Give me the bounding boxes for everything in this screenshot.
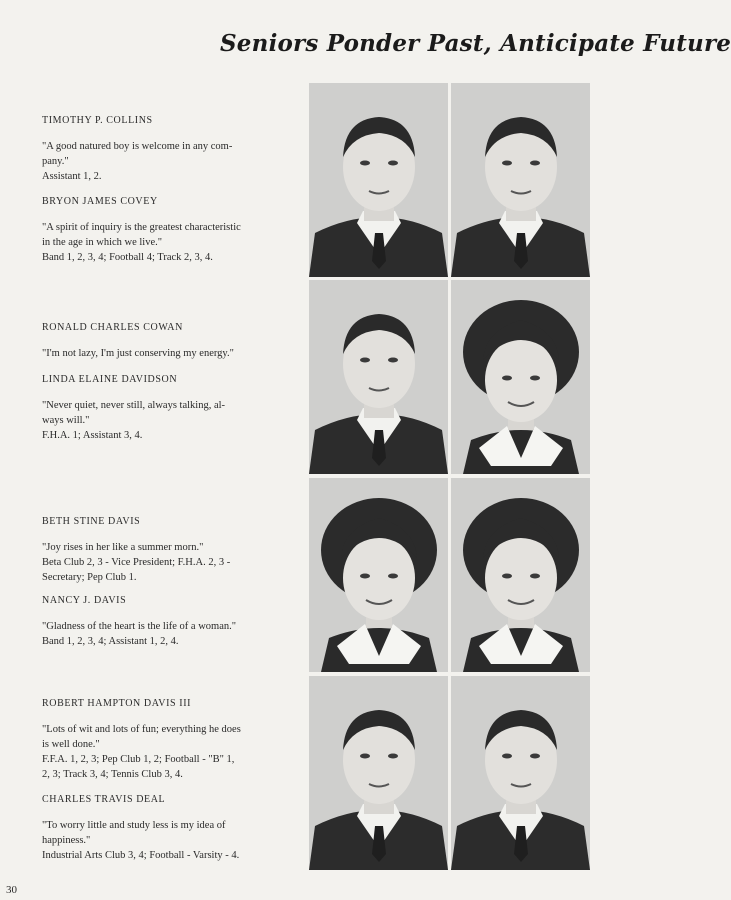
- boy-portrait-icon: [309, 280, 448, 474]
- boy-portrait-icon: [309, 676, 448, 870]
- senior-quote-line: happiness.": [42, 835, 91, 846]
- senior-activities-line: Band 1, 2, 3, 4; Assistant 1, 2, 4.: [42, 636, 179, 647]
- senior-quote-line: in the age in which we live.": [42, 237, 163, 248]
- senior-quote-line: "Never quiet, never still, always talking, al-: [42, 400, 226, 411]
- senior-entry-deal: [42, 792, 292, 863]
- portrait-photo: [309, 280, 448, 474]
- senior-quote-line: "I'm not lazy, I'm just conserving my energy.": [42, 348, 234, 359]
- girl-portrait-icon: [451, 478, 590, 672]
- senior-entry-robert-davis: [42, 696, 292, 782]
- senior-text-column: [42, 0, 292, 900]
- boy-portrait-icon: [451, 676, 590, 870]
- senior-entry-collins: [42, 113, 292, 184]
- senior-activities-line: Secretary; Pep Club 1.: [42, 572, 137, 583]
- senior-name: LINDA ELAINE DAVIDSON: [42, 374, 178, 385]
- senior-quote-line: "To worry little and study less is my idea of: [42, 820, 226, 831]
- senior-entry-covey: [42, 194, 292, 265]
- boy-portrait-icon: [309, 83, 448, 277]
- senior-activities-line: F.H.A. 1; Assistant 3, 4.: [42, 430, 143, 441]
- senior-name: BRYON JAMES COVEY: [42, 196, 158, 207]
- portrait-photo: [451, 83, 590, 277]
- senior-activities-line: Industrial Arts Club 3, 4; Football - Varsity - 4.: [42, 850, 240, 861]
- senior-entry-davidson: [42, 372, 292, 443]
- portrait-photo: [451, 280, 590, 474]
- girl-portrait-icon: [309, 478, 448, 672]
- senior-entry-nancy-davis: [42, 593, 292, 649]
- senior-name: TIMOTHY P. COLLINS: [42, 115, 153, 126]
- portrait-photo: [309, 676, 448, 870]
- senior-quote-line: is well done.": [42, 739, 100, 750]
- senior-quote-line: pany.": [42, 156, 69, 167]
- senior-activities-line: F.F.A. 1, 2, 3; Pep Club 1, 2; Football - "B" 1,: [42, 754, 235, 765]
- portrait-photo: [451, 676, 590, 870]
- senior-name: CHARLES TRAVIS DEAL: [42, 794, 166, 805]
- senior-quote-line: "Joy rises in her like a summer morn.": [42, 542, 204, 553]
- girl-portrait-icon: [451, 280, 590, 474]
- page-headline: Seniors Ponder Past, Anticipate Future: [220, 30, 731, 57]
- portrait-grid: [309, 83, 593, 873]
- page-number: 30: [6, 884, 17, 896]
- senior-name: NANCY J. DAVIS: [42, 595, 127, 606]
- senior-quote-line: "A good natured boy is welcome in any com-: [42, 141, 233, 152]
- senior-name: BETH STINE DAVIS: [42, 516, 141, 527]
- portrait-photo: [309, 83, 448, 277]
- senior-activities-line: Beta Club 2, 3 - Vice President; F.H.A. 2, 3 -: [42, 557, 231, 568]
- senior-quote-line: "Gladness of the heart is the life of a woman.": [42, 621, 237, 632]
- senior-name: ROBERT HAMPTON DAVIS III: [42, 698, 192, 709]
- senior-quote-line: "A spirit of inquiry is the greatest characteristic: [42, 222, 241, 233]
- portrait-photo: [451, 478, 590, 672]
- senior-activities-line: Band 1, 2, 3, 4; Football 4; Track 2, 3, 4.: [42, 252, 213, 263]
- senior-activities-line: Assistant 1, 2.: [42, 171, 102, 182]
- senior-activities-line: 2, 3; Track 3, 4; Tennis Club 3, 4.: [42, 769, 183, 780]
- senior-name: RONALD CHARLES COWAN: [42, 322, 183, 333]
- portrait-photo: [309, 478, 448, 672]
- senior-entry-cowan: [42, 320, 292, 361]
- senior-quote-line: "Lots of wit and lots of fun; everything he does: [42, 724, 241, 735]
- boy-portrait-icon: [451, 83, 590, 277]
- senior-entry-beth-davis: [42, 514, 292, 585]
- senior-quote-line: ways will.": [42, 415, 90, 426]
